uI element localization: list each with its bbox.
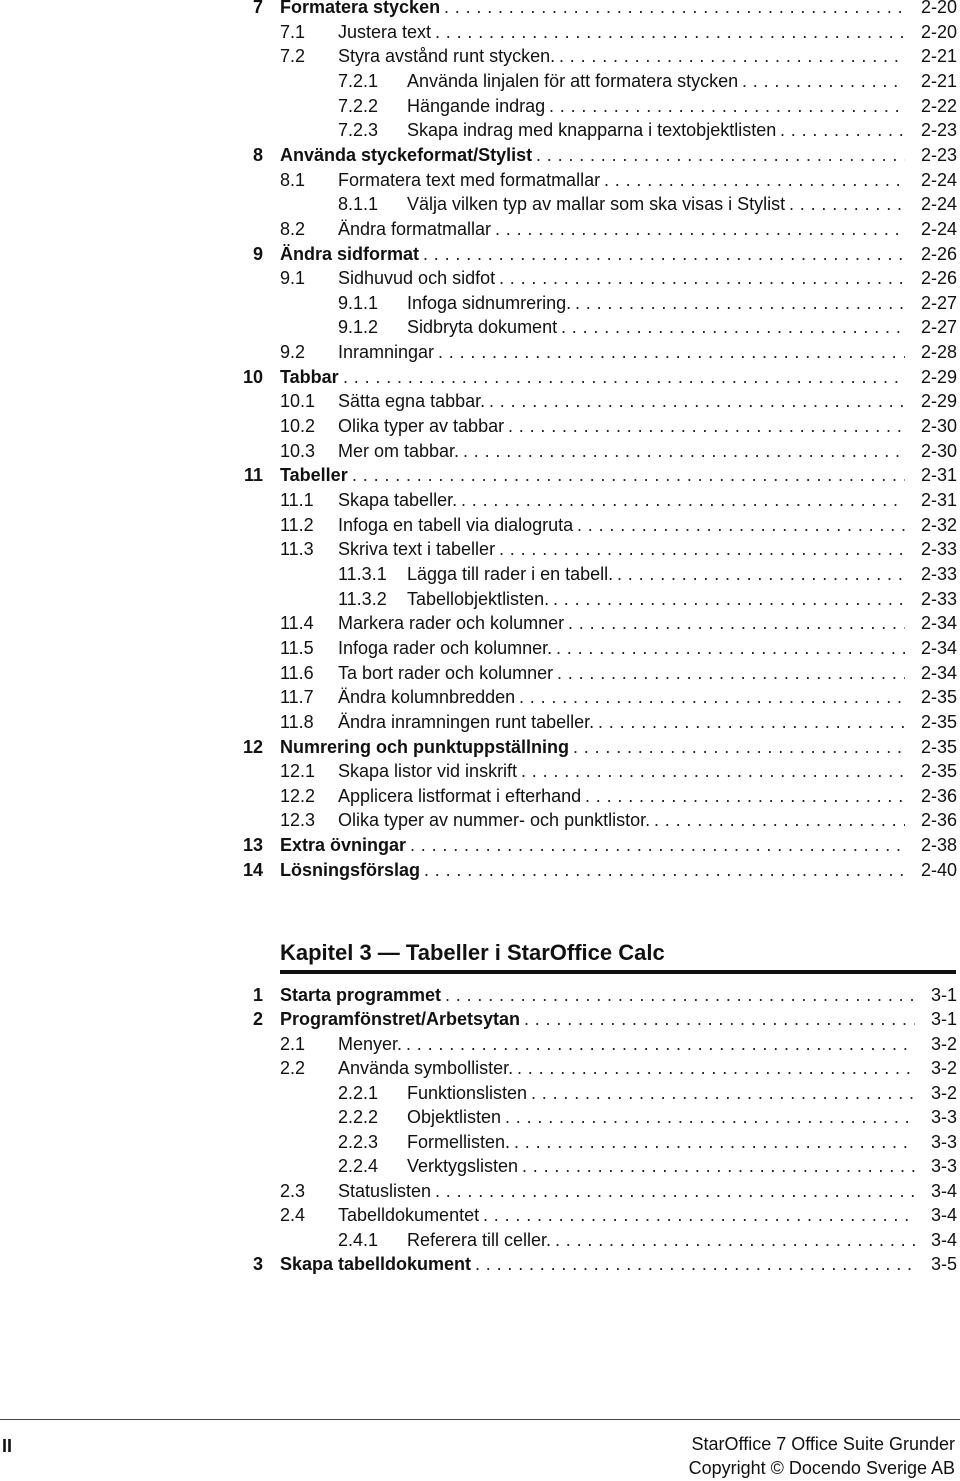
toc-entry bbox=[0, 537, 960, 561]
toc-entry bbox=[0, 735, 960, 759]
toc-dot-leader bbox=[585, 784, 905, 808]
toc-entry-number: 11.7 bbox=[280, 687, 314, 708]
toc-entry-title: Hängande indrag bbox=[407, 95, 546, 116]
toc-entry-page: 3-3 bbox=[930, 1107, 957, 1128]
toc-entry-number: 11.3.2 bbox=[338, 588, 387, 609]
toc-entry-number: 10.3 bbox=[280, 440, 316, 461]
toc-dot-leader bbox=[549, 94, 905, 118]
toc-entry-number: 2.3 bbox=[280, 1180, 306, 1201]
toc-entry-page: 2-26 bbox=[920, 268, 957, 289]
toc-entry bbox=[0, 389, 960, 413]
toc-entry-number: 3 bbox=[252, 1253, 263, 1274]
toc-dot-leader bbox=[522, 1154, 915, 1178]
toc-entry-title: Infoga en tabell via dialogruta bbox=[338, 514, 574, 535]
toc-entry-page: 2-20 bbox=[920, 21, 957, 42]
toc-entry-title: Funktionslisten bbox=[407, 1082, 528, 1103]
toc-entry-title: Skapa indrag med knapparna i textobjektlisten bbox=[407, 120, 777, 141]
toc-entry-number: 2.2.3 bbox=[338, 1131, 379, 1152]
toc-entry-page: 2-30 bbox=[920, 440, 957, 461]
toc-entry-number: 7.2.1 bbox=[338, 70, 379, 91]
toc-entry-title: Använda symbollister. bbox=[338, 1058, 514, 1079]
toc-entry bbox=[0, 661, 960, 685]
toc-dot-leader bbox=[505, 1105, 915, 1129]
toc-dot-leader bbox=[556, 636, 905, 660]
toc-entry bbox=[0, 784, 960, 808]
toc-entry-title: Tabeller bbox=[280, 465, 348, 486]
footer-rule bbox=[0, 1419, 960, 1420]
toc-entry-number: 1 bbox=[252, 985, 263, 1005]
toc-entry-number: 10.1 bbox=[280, 391, 316, 412]
toc-entry-page: 2-35 bbox=[920, 761, 957, 782]
toc-entry-title: Tabelldokumentet bbox=[338, 1205, 480, 1226]
toc-entry-title: Välja vilken typ av mallar som ska visas i Stylist bbox=[407, 194, 786, 215]
toc-entry-page: 2-34 bbox=[920, 662, 957, 683]
toc-entry bbox=[0, 118, 960, 142]
toc-dot-leader bbox=[519, 685, 905, 709]
toc-entry-page: 2-28 bbox=[920, 342, 957, 363]
toc-dot-leader bbox=[553, 587, 905, 611]
toc-entry-title: Formellisten. bbox=[407, 1131, 511, 1152]
toc-entry-title: Justera text bbox=[338, 21, 432, 42]
toc-entry-page: 2-36 bbox=[920, 810, 957, 831]
toc-entry-number: 2.2.2 bbox=[338, 1107, 379, 1128]
toc-dot-leader bbox=[445, 983, 915, 1007]
toc-dot-leader bbox=[514, 1130, 915, 1154]
toc-entry-page: 2-20 bbox=[920, 0, 957, 17]
toc-entry-page: 2-26 bbox=[920, 243, 957, 264]
toc-dot-leader bbox=[461, 488, 905, 512]
toc-dot-leader bbox=[508, 414, 905, 438]
toc-entry-page: 3-4 bbox=[930, 1205, 957, 1226]
toc-entry-number: 11.6 bbox=[280, 662, 314, 683]
toc-entry-page: 3-2 bbox=[930, 1082, 957, 1103]
toc-entry-page: 2-24 bbox=[920, 194, 957, 215]
toc-entry-title: Applicera listformat i efterhand bbox=[338, 785, 582, 806]
toc-entry bbox=[0, 983, 960, 1007]
toc-dot-leader bbox=[789, 192, 905, 216]
toc-entry-title: Använda linjalen för att formatera stycken bbox=[407, 70, 739, 91]
toc-entry-number: 11 bbox=[243, 465, 263, 486]
toc-entry-page: 2-24 bbox=[920, 218, 957, 239]
toc-entry-page: 3-4 bbox=[930, 1229, 957, 1250]
toc-dot-leader bbox=[444, 0, 905, 19]
toc-dot-leader bbox=[475, 1252, 915, 1276]
toc-entry bbox=[0, 1056, 960, 1080]
toc-dot-leader bbox=[559, 44, 905, 68]
toc-entry-number: 11.2 bbox=[280, 514, 314, 535]
footer-page-number: II bbox=[2, 1436, 13, 1456]
toc-entry-title: Starta programmet bbox=[280, 985, 442, 1005]
toc-entry-title: Objektlisten bbox=[407, 1107, 502, 1128]
toc-entry-page: 2-34 bbox=[920, 613, 957, 634]
toc-entry-title: Olika typer av nummer- och punktlistor. bbox=[338, 810, 651, 831]
toc-entry-page: 2-29 bbox=[920, 366, 957, 387]
chapter-heading: Kapitel 3 — Tabeller i StarOffice Calc bbox=[280, 940, 665, 965]
toc-entry-page: 2-30 bbox=[920, 416, 957, 437]
toc-entry bbox=[0, 44, 960, 68]
toc-entry-title: Ändra sidformat bbox=[280, 243, 420, 264]
toc-entry-title: Skapa tabeller. bbox=[338, 490, 458, 510]
toc-entry bbox=[0, 217, 960, 241]
toc-entry-page: 2-24 bbox=[920, 169, 957, 190]
toc-entry-page: 2-35 bbox=[920, 687, 957, 708]
toc-dot-leader bbox=[438, 340, 905, 364]
toc-entry bbox=[0, 611, 960, 635]
toc-entry bbox=[0, 168, 960, 192]
toc-entry-number: 2.1 bbox=[280, 1033, 306, 1054]
toc-entry-number: 11.3 bbox=[280, 539, 314, 560]
toc-entry bbox=[0, 414, 960, 438]
toc-entry-number: 12.1 bbox=[280, 761, 316, 782]
toc-entry-number: 12.2 bbox=[280, 785, 316, 806]
toc-entry bbox=[0, 685, 960, 709]
toc-dot-leader bbox=[531, 1081, 915, 1105]
toc-entry-number: 2.2 bbox=[280, 1058, 306, 1079]
toc-entry-number: 9.1 bbox=[280, 268, 306, 289]
toc-entry-page: 2-34 bbox=[920, 637, 957, 658]
toc-entry-number: 7.1 bbox=[280, 21, 306, 42]
toc-entry-page: 3-1 bbox=[930, 985, 957, 1005]
toc-entry-title: Använda styckeformat/Stylist bbox=[280, 144, 533, 165]
toc-dot-leader bbox=[352, 463, 905, 487]
toc-entry bbox=[0, 1228, 960, 1252]
toc-entry bbox=[0, 710, 960, 734]
toc-entry-title: Skapa tabelldokument bbox=[280, 1253, 472, 1274]
toc-entry-page: 2-33 bbox=[920, 563, 957, 584]
toc-entry bbox=[0, 0, 960, 19]
toc-entry-title: Ändra inramningen runt tabeller. bbox=[338, 711, 595, 732]
toc-entry bbox=[0, 1154, 960, 1178]
toc-entry-page: 2-36 bbox=[920, 785, 957, 806]
toc-entry-page: 2-21 bbox=[920, 70, 957, 91]
toc-dot-leader bbox=[489, 389, 905, 413]
toc-entry bbox=[0, 1179, 960, 1203]
toc-entry-title: Programfönstret/Arbetsytan bbox=[280, 1009, 521, 1030]
footer-book-title: StarOffice 7 Office Suite Grunder bbox=[691, 1434, 955, 1454]
toc-entry-title: Statuslisten bbox=[338, 1180, 432, 1201]
toc-entry-page: 2-38 bbox=[920, 835, 957, 856]
toc-entry-number: 12 bbox=[242, 736, 263, 757]
toc-entry-title: Ta bort rader och kolumner bbox=[338, 662, 554, 683]
toc-entry-title: Ändra formatmallar bbox=[338, 218, 492, 239]
toc-entry-number: 8.1.1 bbox=[338, 194, 379, 215]
toc-entry-page: 2-21 bbox=[920, 46, 957, 67]
toc-entry bbox=[0, 94, 960, 118]
toc-dot-leader bbox=[561, 315, 905, 339]
toc-entry-number: 7.2 bbox=[280, 46, 306, 67]
toc-dot-leader bbox=[555, 1228, 915, 1252]
toc-dot-leader bbox=[654, 808, 905, 832]
toc-entry bbox=[0, 1252, 960, 1276]
toc-entry bbox=[0, 315, 960, 339]
toc-dot-leader bbox=[742, 69, 905, 93]
toc-entry-number: 7.2.3 bbox=[338, 120, 379, 141]
toc-dot-leader bbox=[604, 168, 905, 192]
toc-dot-leader bbox=[598, 710, 905, 734]
toc-entry-number: 10 bbox=[242, 366, 263, 387]
toc-entry bbox=[0, 488, 960, 512]
toc-entry-title: Mer om tabbar. bbox=[338, 440, 460, 461]
toc-entry-number: 12.3 bbox=[280, 810, 316, 831]
toc-entry bbox=[0, 1032, 960, 1056]
toc-entry bbox=[0, 587, 960, 611]
toc-entry-title: Formatera stycken bbox=[280, 0, 441, 17]
toc-dot-leader bbox=[410, 833, 905, 857]
toc-dot-leader bbox=[573, 735, 905, 759]
toc-dot-leader bbox=[463, 439, 905, 463]
toc-entry-page: 3-4 bbox=[930, 1180, 957, 1201]
toc-entry-title: Styra avstånd runt stycken. bbox=[338, 46, 556, 67]
toc-dot-leader bbox=[495, 217, 905, 241]
toc-entry-number: 9.1.2 bbox=[338, 317, 379, 338]
toc-dot-leader bbox=[521, 759, 905, 783]
toc-entry-page: 3-5 bbox=[930, 1253, 957, 1274]
toc-entry-title: Inramningar bbox=[338, 342, 435, 363]
toc-entry bbox=[0, 340, 960, 364]
toc-entry-number: 11.4 bbox=[280, 613, 314, 634]
toc-entry bbox=[0, 833, 960, 857]
toc-dot-leader bbox=[780, 118, 905, 142]
toc-entry-title: Infoga rader och kolumner. bbox=[338, 637, 553, 658]
toc-entry-number: 9 bbox=[252, 243, 263, 264]
toc-entry bbox=[0, 291, 960, 315]
toc-entry bbox=[0, 858, 960, 882]
toc-entry bbox=[0, 1081, 960, 1105]
toc-entry-page: 2-33 bbox=[920, 588, 957, 609]
toc-entry-page: 3-2 bbox=[930, 1033, 957, 1054]
toc-entry bbox=[0, 1007, 960, 1031]
toc-entry-title: Olika typer av tabbar bbox=[338, 416, 505, 437]
toc-entry-title: Tabbar bbox=[280, 366, 339, 387]
toc-dot-leader bbox=[568, 611, 905, 635]
toc-entry-page: 2-31 bbox=[920, 465, 957, 486]
toc-entry-title: Extra övningar bbox=[280, 835, 407, 856]
toc-entry-number: 2.4.1 bbox=[338, 1229, 379, 1250]
toc-entry-number: 10.2 bbox=[280, 416, 316, 437]
toc-entry bbox=[0, 562, 960, 586]
toc-entry-number: 2 bbox=[252, 1009, 263, 1030]
toc-entry-number: 7 bbox=[252, 0, 263, 17]
toc-dot-leader bbox=[343, 365, 905, 389]
toc-entry-page: 2-32 bbox=[920, 514, 957, 535]
toc-entry-number: 9.2 bbox=[280, 342, 306, 363]
toc-entry-page: 2-22 bbox=[920, 95, 957, 116]
toc-entry bbox=[0, 759, 960, 783]
toc-dot-leader bbox=[617, 562, 905, 586]
toc-entry-title: Numrering och punktuppställning bbox=[280, 736, 569, 757]
toc-entry-title: Lösningsförslag bbox=[280, 859, 421, 880]
toc-dot-leader bbox=[536, 143, 905, 167]
toc-entry-title: Lägga till rader i en tabell. bbox=[407, 563, 614, 584]
toc-entry-title: Sätta egna tabbar. bbox=[338, 391, 486, 412]
toc-entry bbox=[0, 192, 960, 216]
toc-entry-title: Skriva text i tabeller bbox=[338, 539, 496, 560]
toc-dot-leader bbox=[406, 1032, 915, 1056]
toc-entry-number: 11.5 bbox=[280, 637, 314, 658]
toc-entry-page: 3-2 bbox=[930, 1058, 957, 1079]
toc-dot-leader bbox=[577, 513, 905, 537]
toc-entry bbox=[0, 266, 960, 290]
toc-dot-leader bbox=[435, 20, 905, 44]
toc-entry-page: 2-40 bbox=[920, 859, 957, 880]
toc-entry-title: Infoga sidnumrering. bbox=[407, 292, 572, 313]
toc-entry-title: Sidhuvud och sidfot bbox=[338, 268, 496, 289]
toc-entry-title: Formatera text med formatmallar bbox=[338, 169, 601, 190]
toc-entry bbox=[0, 439, 960, 463]
toc-entry-page: 2-29 bbox=[920, 391, 957, 412]
toc-dot-leader bbox=[517, 1056, 915, 1080]
toc-entry bbox=[0, 1105, 960, 1129]
toc-entry-title: Sidbryta dokument bbox=[407, 317, 558, 338]
toc-entry-number: 8.1 bbox=[280, 169, 306, 190]
toc-entry-title: Tabellobjektlisten. bbox=[407, 588, 550, 609]
toc-entry-page: 2-27 bbox=[920, 317, 957, 338]
toc-entry-page: 2-23 bbox=[920, 120, 957, 141]
toc-entry-number: 7.2.2 bbox=[338, 95, 379, 116]
toc-entry-page: 2-35 bbox=[920, 736, 957, 757]
toc-entry bbox=[0, 20, 960, 44]
toc-entry-page: 2-31 bbox=[920, 490, 957, 510]
toc-dot-leader bbox=[423, 242, 905, 266]
toc-entry bbox=[0, 1203, 960, 1227]
toc-dot-leader bbox=[575, 291, 905, 315]
toc-entry-number: 13 bbox=[242, 835, 263, 856]
toc-entry-number: 9.1.1 bbox=[338, 292, 379, 313]
toc-entry-number: 2.2.1 bbox=[338, 1082, 379, 1103]
toc-entry bbox=[0, 143, 960, 167]
chapter-heading-rule bbox=[280, 970, 956, 974]
toc-entry-title: Skapa listor vid inskrift bbox=[338, 761, 518, 782]
toc-entry bbox=[0, 69, 960, 93]
toc-entry-page: 3-3 bbox=[930, 1156, 957, 1177]
toc-entry-page: 2-33 bbox=[920, 539, 957, 560]
toc-entry bbox=[0, 513, 960, 537]
toc-entry-page: 3-1 bbox=[930, 1009, 957, 1030]
toc-dot-leader bbox=[499, 266, 905, 290]
toc-dot-leader bbox=[557, 661, 905, 685]
toc-entry-title: Markera rader och kolumner bbox=[338, 613, 565, 634]
toc-entry-number: 2.2.4 bbox=[338, 1156, 379, 1177]
toc-entry bbox=[0, 365, 960, 389]
toc-entry-title: Referera till celler. bbox=[407, 1229, 552, 1250]
toc-entry-page: 2-27 bbox=[920, 292, 957, 313]
toc-entry-page: 2-23 bbox=[920, 144, 957, 165]
toc-entry bbox=[0, 242, 960, 266]
toc-dot-leader bbox=[499, 537, 905, 561]
toc-entry bbox=[0, 808, 960, 832]
toc-entry-title: Ändra kolumnbredden bbox=[338, 687, 516, 708]
footer-copyright: Copyright © Docendo Sverige AB bbox=[688, 1458, 955, 1478]
toc-entry-number: 2.4 bbox=[280, 1205, 306, 1226]
toc-entry-page: 2-35 bbox=[920, 711, 957, 732]
toc-dot-leader bbox=[483, 1203, 915, 1227]
toc-entry-number: 11.3.1 bbox=[338, 563, 387, 584]
toc-entry bbox=[0, 463, 960, 487]
toc-dot-leader bbox=[435, 1179, 915, 1203]
toc-entry-number: 14 bbox=[242, 859, 263, 880]
toc-entry-number: 11.8 bbox=[280, 711, 314, 732]
toc-dot-leader bbox=[424, 858, 905, 882]
toc-dot-leader bbox=[524, 1007, 915, 1031]
toc-entry-number: 8 bbox=[252, 144, 263, 165]
toc-entry-number: 8.2 bbox=[280, 218, 306, 239]
toc-entry-page: 3-3 bbox=[930, 1131, 957, 1152]
toc-entry-title: Menyer. bbox=[338, 1033, 403, 1054]
toc-entry bbox=[0, 636, 960, 660]
toc-entry bbox=[0, 1130, 960, 1154]
toc-entry-title: Verktygslisten bbox=[407, 1156, 519, 1177]
toc-entry-number: 11.1 bbox=[280, 490, 314, 510]
